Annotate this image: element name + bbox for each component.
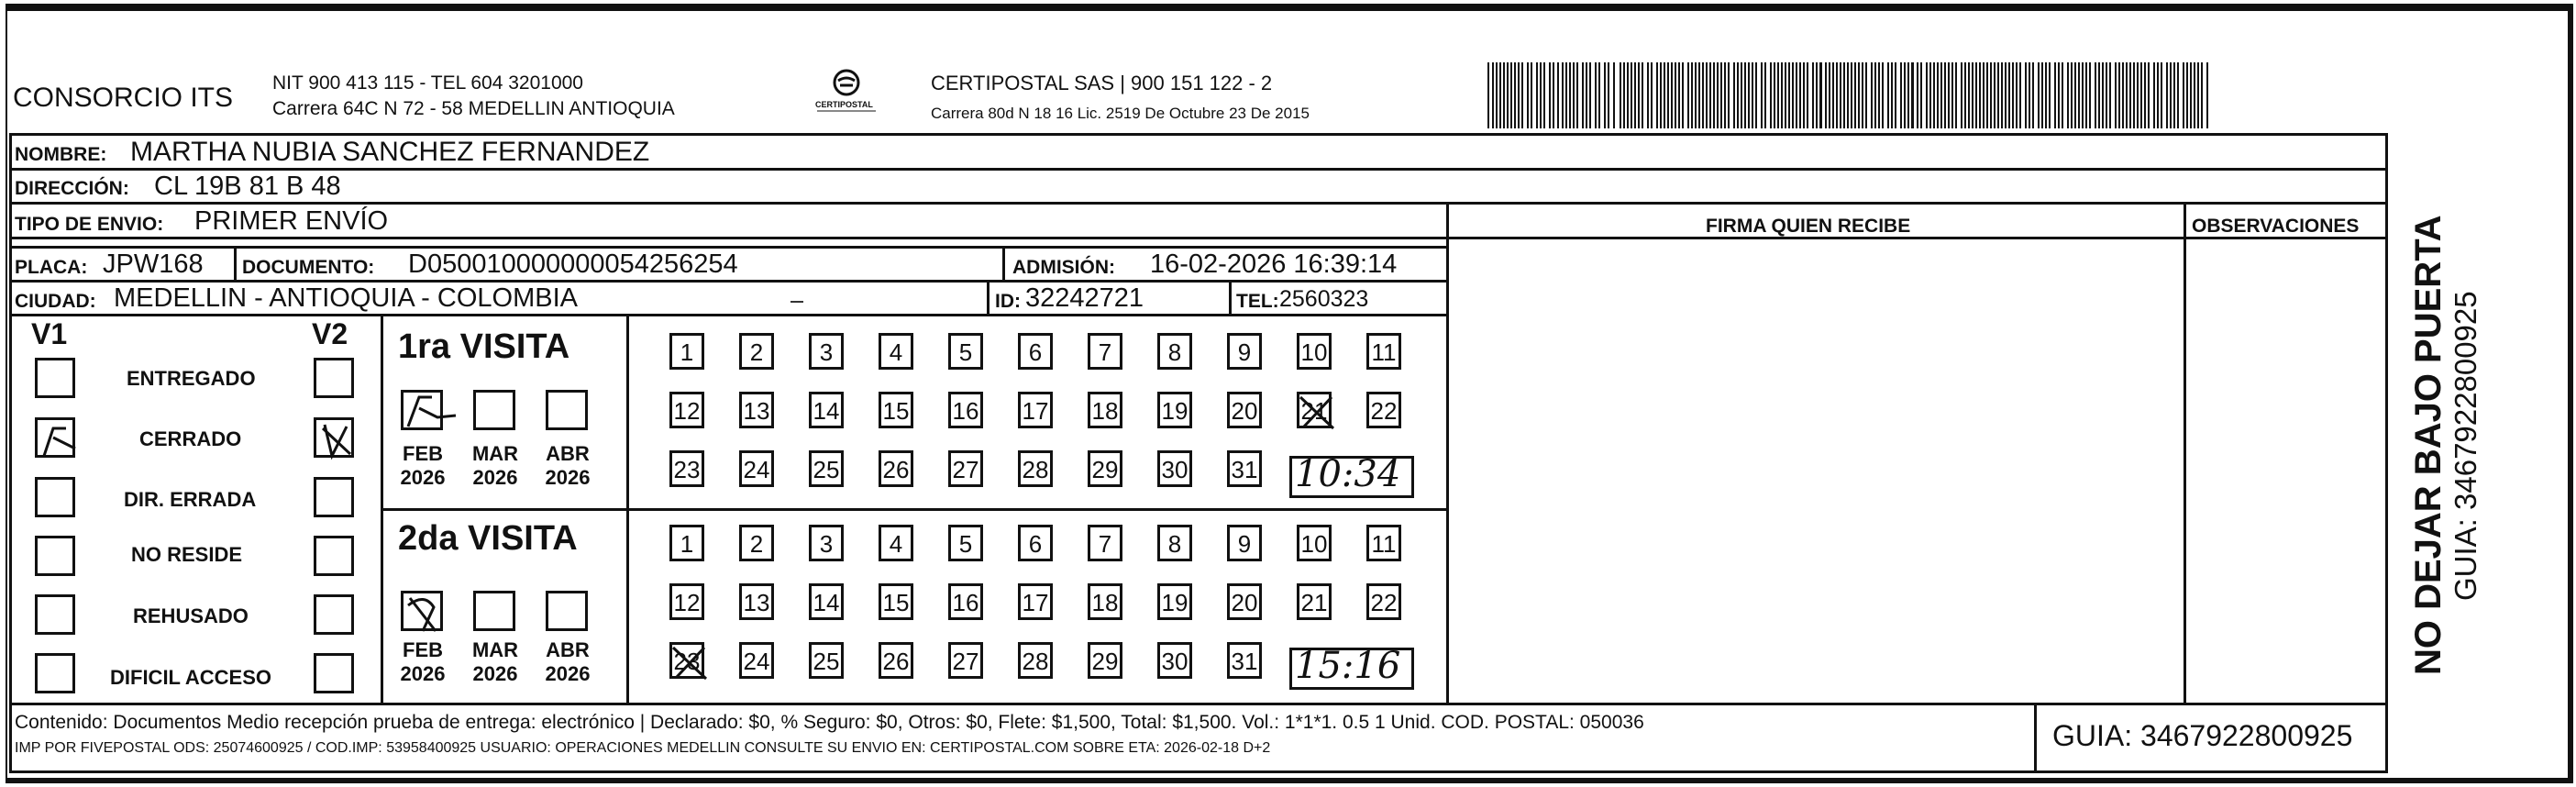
v1-checkbox-dir-errada[interactable] bbox=[35, 477, 75, 517]
visit1-month-feb-label: FEB bbox=[403, 442, 443, 465]
col-obs-left bbox=[2184, 202, 2186, 704]
visit1-month-abr[interactable] bbox=[546, 390, 588, 430]
day-box-25[interactable]: 25 bbox=[809, 450, 844, 487]
visit1-time: 10:34 bbox=[1295, 453, 1401, 495]
col-placa-div bbox=[234, 246, 237, 280]
company-nit: NIT 900 413 115 - TEL 604 3201000 bbox=[272, 72, 583, 94]
day-box-24[interactable]: 24 bbox=[739, 450, 774, 487]
tel-label: TEL: bbox=[1236, 291, 1279, 312]
v2-checkbox-dir-errada[interactable] bbox=[314, 477, 354, 517]
day-box-9[interactable]: 9 bbox=[1227, 525, 1262, 561]
day-box-26[interactable]: 26 bbox=[879, 642, 913, 679]
day-box-6[interactable]: 6 bbox=[1018, 333, 1053, 370]
direccion-value: CL 19B 81 B 48 bbox=[154, 172, 341, 201]
day-box-31[interactable]: 31 bbox=[1227, 450, 1262, 487]
ciudad-value: MEDELLIN - ANTIOQUIA - COLOMBIA bbox=[114, 283, 578, 313]
day-box-4[interactable]: 4 bbox=[879, 333, 913, 370]
visit1-month-abr-year: 2026 bbox=[545, 466, 591, 489]
day-box-8[interactable]: 8 bbox=[1157, 525, 1192, 561]
v1-checkbox-dificil-acceso[interactable] bbox=[35, 653, 75, 693]
day-box-2[interactable]: 2 bbox=[739, 525, 774, 561]
day-box-30[interactable]: 30 bbox=[1157, 450, 1192, 487]
side-warning: NO DEJAR BAJO PUERTA bbox=[2408, 215, 2449, 675]
visit1-title: 1ra VISITA bbox=[398, 327, 570, 366]
visit2-month-abr-year: 2026 bbox=[545, 662, 591, 685]
status-cerrado: CERRADO bbox=[139, 427, 242, 450]
table-bottom bbox=[9, 770, 2388, 773]
day-box-1[interactable]: 1 bbox=[669, 525, 704, 561]
day-box-21[interactable]: 21 bbox=[1297, 583, 1332, 620]
day-box-29[interactable]: 29 bbox=[1088, 642, 1122, 679]
observaciones-header: OBSERVACIONES bbox=[2192, 216, 2360, 237]
day-box-5[interactable]: 5 bbox=[948, 333, 983, 370]
day-box-9[interactable]: 9 bbox=[1227, 333, 1262, 370]
footer-guia: GUIA: 3467922800925 bbox=[2052, 719, 2353, 752]
check-mark bbox=[314, 417, 359, 463]
v2-label: V2 bbox=[312, 317, 348, 350]
day-box-11[interactable]: 11 bbox=[1366, 333, 1401, 370]
day-box-6[interactable]: 6 bbox=[1018, 525, 1053, 561]
row-line bbox=[9, 703, 2388, 705]
v2-checkbox-rehusado[interactable] bbox=[314, 594, 354, 635]
visit2-month-feb-year: 2026 bbox=[400, 662, 446, 685]
visit2-title: 2da VISITA bbox=[398, 519, 578, 558]
day-box-15[interactable]: 15 bbox=[879, 583, 913, 620]
day-box-7[interactable]: 7 bbox=[1088, 525, 1122, 561]
company-name: CONSORCIO ITS bbox=[13, 83, 234, 113]
col-tel-div bbox=[1229, 280, 1232, 314]
day-box-4[interactable]: 4 bbox=[879, 525, 913, 561]
day-box-16[interactable]: 16 bbox=[948, 583, 983, 620]
day-box-19[interactable]: 19 bbox=[1157, 392, 1192, 428]
status-dificil-acceso: DIFICIL ACCESO bbox=[110, 666, 272, 689]
day-box-13[interactable]: 13 bbox=[739, 392, 774, 428]
visit2-month-abr[interactable] bbox=[546, 591, 588, 631]
check-mark bbox=[401, 390, 465, 436]
documento-label: DOCUMENTO: bbox=[242, 257, 375, 278]
day-box-20[interactable]: 20 bbox=[1227, 583, 1262, 620]
tipo-label: TIPO DE ENVIO: bbox=[15, 214, 164, 235]
carrier-address: Carrera 80d N 18 16 Lic. 2519 De Octubre 23 De 2015 bbox=[931, 105, 1310, 122]
day-box-31[interactable]: 31 bbox=[1227, 642, 1262, 679]
day-box-14[interactable]: 14 bbox=[809, 583, 844, 620]
day-box-14[interactable]: 14 bbox=[809, 392, 844, 428]
v2-checkbox-dificil-acceso[interactable] bbox=[314, 653, 354, 693]
day-box-29[interactable]: 29 bbox=[1088, 450, 1122, 487]
day-box-18[interactable]: 18 bbox=[1088, 392, 1122, 428]
bottom-edge bbox=[6, 778, 2573, 783]
day-cross-mark bbox=[669, 642, 710, 684]
col-guia-div bbox=[2034, 703, 2037, 772]
day-box-2[interactable]: 2 bbox=[739, 333, 774, 370]
day-box-3[interactable]: 3 bbox=[809, 525, 844, 561]
v1-checkbox-entregado[interactable] bbox=[35, 358, 75, 398]
day-box-10[interactable]: 10 bbox=[1297, 525, 1332, 561]
visit2-month-feb[interactable] bbox=[401, 591, 443, 631]
tipo-value: PRIMER ENVÍO bbox=[194, 206, 389, 236]
status-entregado: ENTREGADO bbox=[127, 367, 256, 390]
day-box-7[interactable]: 7 bbox=[1088, 333, 1122, 370]
day-box-19[interactable]: 19 bbox=[1157, 583, 1192, 620]
day-box-28[interactable]: 28 bbox=[1018, 642, 1053, 679]
visit2-month-feb-label: FEB bbox=[403, 638, 443, 661]
firma-header: FIRMA QUIEN RECIBE bbox=[1706, 216, 1911, 237]
day-box-17[interactable]: 17 bbox=[1018, 392, 1053, 428]
day-box-25[interactable]: 25 bbox=[809, 642, 844, 679]
day-box-13[interactable]: 13 bbox=[739, 583, 774, 620]
day-box-27[interactable]: 27 bbox=[948, 642, 983, 679]
row-line bbox=[9, 314, 1446, 316]
day-box-16[interactable]: 16 bbox=[948, 392, 983, 428]
day-box-17[interactable]: 17 bbox=[1018, 583, 1053, 620]
table-left bbox=[9, 133, 12, 773]
day-box-12[interactable]: 12 bbox=[669, 583, 704, 620]
footer-imp: IMP POR FIVEPOSTAL ODS: 25074600925 / COD.IMP: 53958400925 USUARIO: OPERACIONES MEDELLIN CONSULTE SU ENVIO EN: CERTIPOSTAL.COM SOBRE ETA: 2026-02-18 D+2 bbox=[15, 740, 1271, 756]
day-box-18[interactable]: 18 bbox=[1088, 583, 1122, 620]
documento-value: D050010000000054256254 bbox=[408, 249, 738, 279]
day-box-1[interactable]: 1 bbox=[669, 333, 704, 370]
status-rehusado: REHUSADO bbox=[133, 604, 249, 627]
visit2-month-mar[interactable] bbox=[473, 591, 515, 631]
day-box-24[interactable]: 24 bbox=[739, 642, 774, 679]
placa-label: PLACA: bbox=[15, 257, 88, 278]
col-firma-left bbox=[1446, 202, 1449, 704]
col-admision-div bbox=[1002, 246, 1005, 280]
day-box-21[interactable]: 21 bbox=[1297, 392, 1332, 428]
admision-value: 16-02-2026 16:39:14 bbox=[1150, 249, 1398, 279]
admision-label: ADMISIÓN: bbox=[1012, 257, 1115, 278]
nombre-label: NOMBRE: bbox=[15, 144, 107, 165]
v1-checkbox-rehusado[interactable] bbox=[35, 594, 75, 635]
visit2-month-mar-label: MAR bbox=[471, 638, 519, 661]
day-box-22[interactable]: 22 bbox=[1366, 392, 1401, 428]
row-line bbox=[9, 246, 1446, 249]
row-line bbox=[9, 168, 2388, 171]
visit2-month-abr-label: ABR bbox=[546, 638, 590, 661]
visit2-month-mar-year: 2026 bbox=[472, 662, 518, 685]
ciudad-label: CIUDAD: bbox=[15, 291, 96, 312]
direccion-label: DIRECCIÓN: bbox=[15, 178, 129, 199]
certipostal-logo bbox=[812, 68, 881, 119]
v1-checkbox-cerrado[interactable] bbox=[35, 417, 75, 458]
day-box-23[interactable]: 23 bbox=[669, 642, 704, 679]
placa-value: JPW168 bbox=[103, 249, 204, 279]
v2-checkbox-no-reside[interactable] bbox=[314, 536, 354, 576]
visit1-month-mar-label: MAR bbox=[471, 442, 519, 465]
v2-checkbox-entregado[interactable] bbox=[314, 358, 354, 398]
day-box-5[interactable]: 5 bbox=[948, 525, 983, 561]
side-guia: GUIA: 3467922800925 bbox=[2449, 291, 2482, 601]
visit2-time: 15:16 bbox=[1295, 645, 1401, 687]
v1-checkbox-no-reside[interactable] bbox=[35, 536, 75, 576]
day-box-15[interactable]: 15 bbox=[879, 392, 913, 428]
logo-text: CERTIPOSTAL bbox=[815, 100, 873, 109]
visit1-month-mar-year: 2026 bbox=[472, 466, 518, 489]
day-box-26[interactable]: 26 bbox=[879, 450, 913, 487]
day-box-8[interactable]: 8 bbox=[1157, 333, 1192, 370]
v1-label: V1 bbox=[31, 317, 68, 350]
visit-split bbox=[381, 508, 1449, 511]
barcode bbox=[1487, 62, 2212, 128]
row-line bbox=[9, 202, 2388, 205]
day-box-11[interactable]: 11 bbox=[1366, 525, 1401, 561]
day-box-27[interactable]: 27 bbox=[948, 450, 983, 487]
id-label: ID: bbox=[995, 291, 1021, 312]
visit1-month-mar[interactable] bbox=[473, 390, 515, 430]
visit1-month-feb-year: 2026 bbox=[400, 466, 446, 489]
footer-contenido: Contenido: Documentos Medio recepción prueba de entrega: electrónico | Declarado: $0, % Seguro: $0, Otros: $0, Flete: $1,500, Total: $1,500. Vol.: 1*1*1. 0.5 1 Unid. COD. POSTAL: 050036 bbox=[15, 712, 1644, 733]
day-box-3[interactable]: 3 bbox=[809, 333, 844, 370]
nombre-value: MARTHA NUBIA SANCHEZ FERNANDEZ bbox=[130, 137, 650, 167]
status-dir-errada: DIR. ERRADA bbox=[124, 488, 257, 511]
table-right bbox=[2385, 133, 2388, 773]
table-top bbox=[9, 133, 2388, 136]
tel-value: 2560323 bbox=[1279, 286, 1369, 312]
row-line bbox=[9, 237, 2388, 239]
company-address: Carrera 64C N 72 - 58 MEDELLIN ANTIOQUIA bbox=[272, 98, 675, 119]
carrier-name: CERTIPOSTAL SAS | 900 151 122 - 2 bbox=[931, 72, 1273, 94]
day-box-22[interactable]: 22 bbox=[1366, 583, 1401, 620]
status-no-reside: NO RESIDE bbox=[131, 543, 243, 566]
col-id-div bbox=[987, 280, 989, 314]
day-box-20[interactable]: 20 bbox=[1227, 392, 1262, 428]
stray-mark bbox=[790, 301, 803, 303]
check-mark bbox=[401, 591, 447, 637]
day-box-23[interactable]: 23 bbox=[669, 450, 704, 487]
id-value: 32242721 bbox=[1025, 283, 1144, 313]
visit1-month-feb[interactable] bbox=[401, 390, 443, 430]
day-box-12[interactable]: 12 bbox=[669, 392, 704, 428]
day-cross-mark bbox=[1297, 392, 1337, 434]
v2-checkbox-cerrado[interactable] bbox=[314, 417, 354, 458]
day-box-30[interactable]: 30 bbox=[1157, 642, 1192, 679]
day-box-10[interactable]: 10 bbox=[1297, 333, 1332, 370]
check-mark bbox=[35, 417, 81, 463]
day-box-28[interactable]: 28 bbox=[1018, 450, 1053, 487]
visit1-month-abr-label: ABR bbox=[546, 442, 590, 465]
